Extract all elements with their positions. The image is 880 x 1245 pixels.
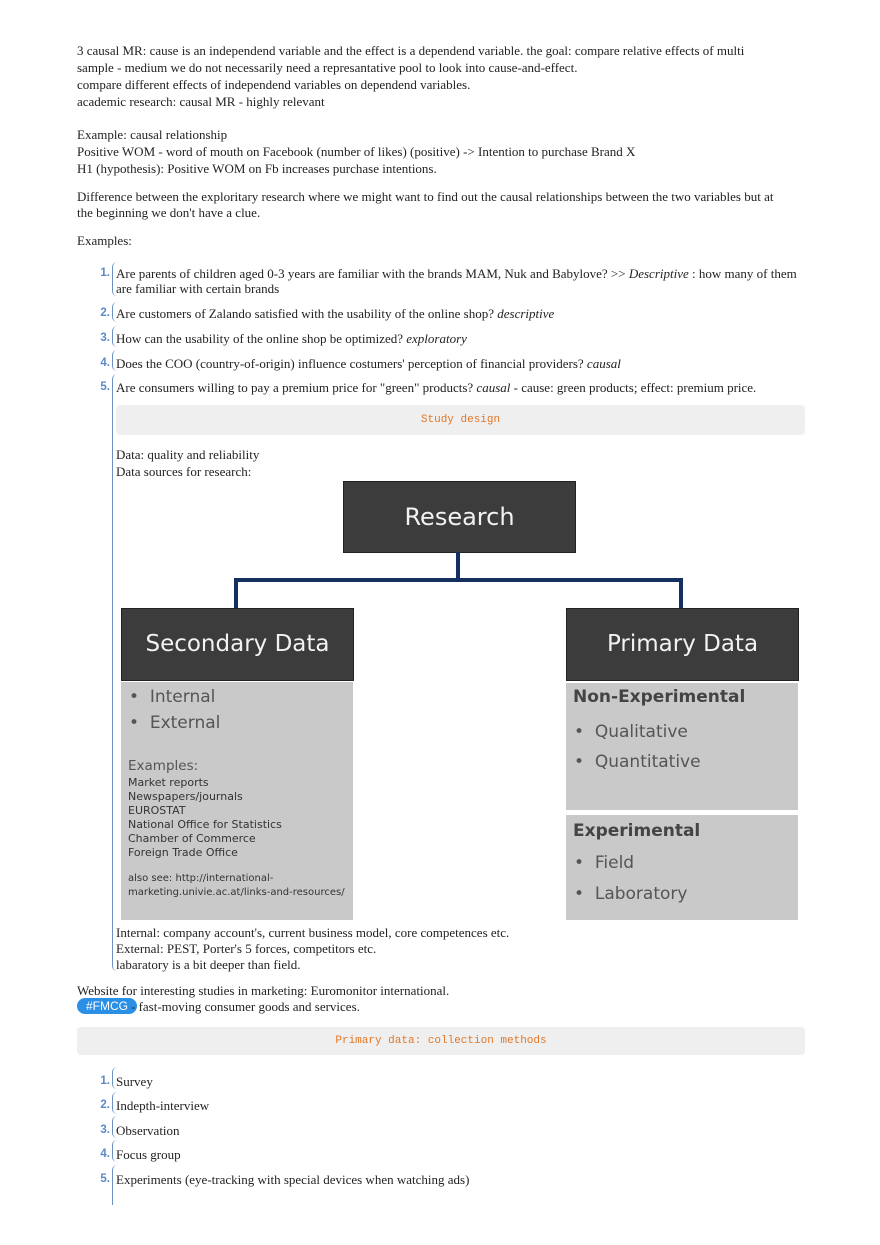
example-line: Example: causal relationship bbox=[77, 127, 228, 142]
bullet-list bbox=[574, 848, 687, 910]
list-item-line2: are familiar with certain brands bbox=[116, 281, 280, 296]
bullet-text: Laboratory bbox=[594, 884, 688, 904]
list-number: 5. bbox=[100, 1173, 110, 1185]
code-block-study-design: Study design bbox=[116, 405, 805, 435]
bullet-text: Quantitative bbox=[594, 752, 701, 772]
diagram-root-box: Research bbox=[343, 481, 576, 553]
fmcg-text: - fast-moving consumer goods and services. bbox=[131, 999, 360, 1014]
item-category: causal bbox=[586, 356, 621, 371]
bullet-item: • External bbox=[129, 713, 221, 733]
non-experimental-box bbox=[566, 683, 798, 810]
bullet-text: Qualitative bbox=[594, 722, 688, 742]
item-category: causal bbox=[476, 380, 511, 395]
item-text: Does the COO (country-of-origin) influence costumers' perception of financial providers? bbox=[116, 356, 587, 371]
item-text: How can the usability of the online shop be optimized? bbox=[116, 331, 407, 346]
bullet-item: • Quantitative bbox=[574, 752, 701, 772]
example-line: Positive WOM - word of mouth on Facebook (number of likes) (positive) -> Intention to purchase Brand X bbox=[77, 144, 636, 159]
website-line: Website for interesting studies in marketing: Euromonitor international. bbox=[77, 983, 450, 998]
difference-line: the beginning we don't have a clue. bbox=[77, 205, 261, 220]
experimental-title: Experimental bbox=[573, 821, 701, 841]
list-item: Survey bbox=[116, 1074, 153, 1089]
list-item: Experiments (eye-tracking with special devices when watching ads) bbox=[116, 1172, 470, 1187]
also-see-line: also see: http://international- bbox=[128, 873, 274, 884]
item-text: Are consumers willing to pay a premium price for "green" products? bbox=[116, 380, 477, 395]
bullet-item: • Field bbox=[574, 853, 635, 873]
list-number: 2. bbox=[100, 307, 110, 319]
note-line: External: PEST, Porter's 5 forces, competitors etc. bbox=[116, 941, 377, 956]
secondary-data-details bbox=[121, 682, 353, 920]
bullet-item: • Qualitative bbox=[574, 722, 688, 742]
example-item: National Office for Statistics bbox=[128, 818, 282, 831]
note-line: labaratory is a bit deeper than field. bbox=[116, 957, 301, 972]
examples-list bbox=[128, 776, 282, 860]
list-item: Focus group bbox=[116, 1147, 181, 1162]
item-category: Descriptive bbox=[628, 266, 689, 281]
list-number: 2. bbox=[100, 1099, 110, 1111]
list-item bbox=[116, 305, 554, 322]
example-item: Newspapers/journals bbox=[128, 790, 243, 803]
bullet-text: Internal bbox=[149, 687, 216, 707]
list-number: 4. bbox=[100, 1148, 110, 1160]
code-block-collection-methods: Primary data: collection methods bbox=[77, 1027, 805, 1055]
bullet-list bbox=[574, 717, 701, 777]
connector-line bbox=[234, 578, 683, 582]
intro-line: 3 causal MR: cause is an independend variable and the effect is a dependend variable. the goal: compare relative effects of multi bbox=[77, 43, 745, 58]
examples-title: Examples: bbox=[128, 758, 199, 774]
example-item: Foreign Trade Office bbox=[128, 846, 238, 859]
bullet-text: External bbox=[149, 713, 221, 733]
item-text: : how many of them bbox=[688, 266, 797, 281]
example-line: H1 (hypothesis): Positive WOM on Fb increases purchase intentions. bbox=[77, 161, 437, 176]
data-line: Data sources for research: bbox=[116, 464, 252, 479]
item-category: exploratory bbox=[406, 331, 467, 346]
list-number: 3. bbox=[100, 1124, 110, 1136]
bullet-text: Field bbox=[594, 853, 635, 873]
example-item: Market reports bbox=[128, 776, 209, 789]
intro-line: sample - medium we do not necessarily need a represantative pool to look into cause-and-effect. bbox=[77, 60, 578, 75]
list-number: 1. bbox=[100, 267, 110, 279]
secondary-data-box: Secondary Data bbox=[121, 608, 354, 681]
bullet-list bbox=[129, 684, 220, 736]
list-item bbox=[116, 355, 621, 372]
experimental-box bbox=[566, 815, 798, 920]
connector-line bbox=[456, 552, 460, 580]
item-text: - cause: green products; effect: premium price. bbox=[510, 380, 757, 395]
examples-label: Examples: bbox=[77, 233, 132, 248]
list-item bbox=[116, 379, 756, 396]
connector-line bbox=[679, 578, 683, 608]
note-line: Internal: company account's, current business model, core competences etc. bbox=[116, 925, 510, 940]
example-item: EUROSTAT bbox=[128, 804, 186, 817]
list-item: Observation bbox=[116, 1123, 180, 1138]
list-item: Indepth-interview bbox=[116, 1098, 210, 1113]
connector-line bbox=[234, 578, 238, 608]
difference-line: Difference between the exploritary research where we might want to find out the causal relationships between the two variables but at bbox=[77, 189, 774, 204]
example-item: Chamber of Commerce bbox=[128, 832, 256, 845]
list-number: 5. bbox=[100, 381, 110, 393]
fmcg-tag[interactable]: #FMCG bbox=[77, 998, 137, 1014]
intro-line: compare different effects of independend variables on dependend variables. bbox=[77, 77, 471, 92]
bullet-item: • Internal bbox=[129, 687, 216, 707]
list-number: 4. bbox=[100, 357, 110, 369]
non-experimental-title: Non-Experimental bbox=[573, 687, 746, 707]
item-category: descriptive bbox=[497, 306, 555, 321]
also-see bbox=[128, 872, 345, 900]
data-line: Data: quality and reliability bbox=[116, 447, 260, 462]
primary-data-box: Primary Data bbox=[566, 608, 799, 681]
item-text: Are customers of Zalando satisfied with the usability of the online shop? bbox=[116, 306, 498, 321]
bullet-item: • Laboratory bbox=[574, 884, 688, 904]
also-see-line: marketing.univie.ac.at/links-and-resources/ bbox=[128, 887, 345, 898]
list-item bbox=[116, 330, 467, 347]
intro-line: academic research: causal MR - highly relevant bbox=[77, 94, 325, 109]
list-number: 3. bbox=[100, 332, 110, 344]
item-text: Are parents of children aged 0-3 years are familiar with the brands MAM, Nuk and Babylove? >> bbox=[116, 266, 629, 281]
list-number: 1. bbox=[100, 1075, 110, 1087]
